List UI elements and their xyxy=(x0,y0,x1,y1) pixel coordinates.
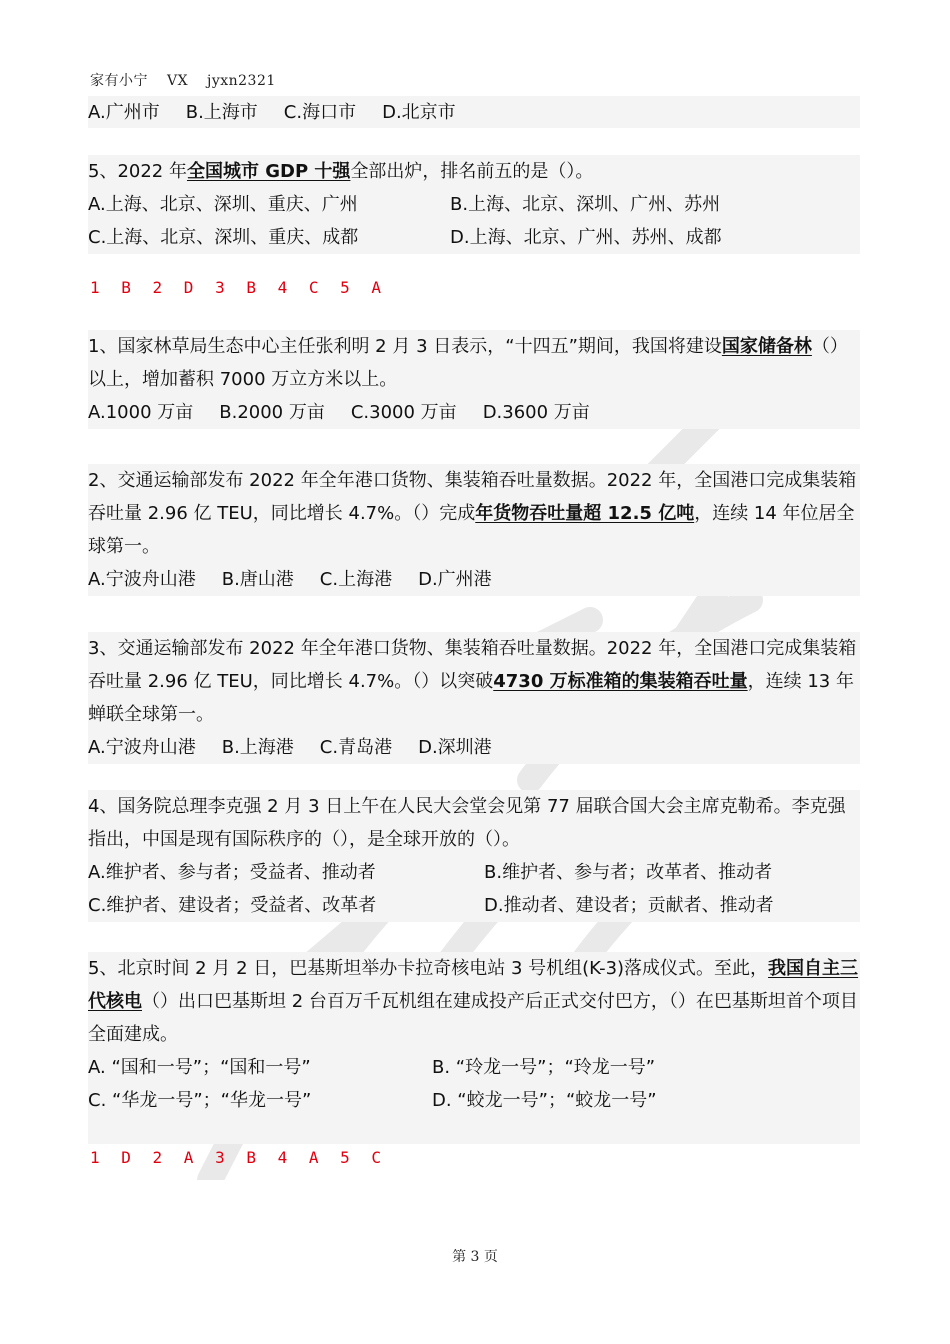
set2-question-1 xyxy=(88,330,860,429)
set2-question-3 xyxy=(88,632,860,764)
option-a: A.广州市 xyxy=(88,102,160,123)
option-d: D.3600 万亩 xyxy=(482,402,590,423)
page-header xyxy=(90,70,290,90)
option-a: A.宁波舟山港 xyxy=(88,737,196,758)
option-a: A. “国和一号”；“国和一号” xyxy=(88,1057,311,1078)
answer-key-2: 1 D 2 A 3 B 4 A 5 C xyxy=(90,1148,388,1167)
option-d: D. “蛟龙一号”；“蛟龙一号” xyxy=(432,1090,657,1111)
option-c: C. “华龙一号”；“华龙一号” xyxy=(88,1090,312,1111)
option-d: D.深圳港 xyxy=(418,737,492,758)
header-id: jyxn2321 xyxy=(206,73,276,89)
question-text: 1、国家林草局生态中心主任张利明 2 月 3 日表示，“十四五”期间，我国将建设国家储备林（）以上，增加蓄积 7000 万立方米以上。 xyxy=(88,336,848,390)
option-b: B. “玲龙一号”；“玲龙一号” xyxy=(432,1057,656,1078)
header-name: 家有小宁 xyxy=(90,73,148,89)
option-b: B.上海、北京、深圳、广州、苏州 xyxy=(450,194,721,215)
option-d: D.上海、北京、广州、苏州、成都 xyxy=(450,227,722,248)
option-a: A.宁波舟山港 xyxy=(88,569,196,590)
option-c: C.3000 万亩 xyxy=(350,402,457,423)
option-d: D.北京市 xyxy=(382,102,456,123)
set2-question-5 xyxy=(88,952,860,1144)
option-b: B.维护者、参与者；改革者、推动者 xyxy=(484,862,773,883)
option-a: A.维护者、参与者；受益者、推动者 xyxy=(88,862,376,883)
set2-question-4 xyxy=(88,790,860,922)
option-a: A.1000 万亩 xyxy=(88,402,194,423)
option-d: D.推动者、建设者；贡献者、推动者 xyxy=(484,895,774,916)
option-a: A.上海、北京、深圳、重庆、广州 xyxy=(88,194,358,215)
option-b: B.上海港 xyxy=(221,737,294,758)
option-c: C.上海港 xyxy=(319,569,393,590)
option-b: B.唐山港 xyxy=(221,569,294,590)
set1-q4-options xyxy=(88,96,860,128)
answer-key-1: 1 B 2 D 3 B 4 C 5 A xyxy=(90,278,388,297)
question-text: 5、2022 年全国城市 GDP 十强全部出炉，排名前五的是（）。 xyxy=(88,161,594,182)
page-number: 第 3 页 xyxy=(452,1249,498,1265)
option-b: B.2000 万亩 xyxy=(219,402,325,423)
option-c: C.青岛港 xyxy=(319,737,393,758)
question-text: 2、交通运输部发布 2022 年全年港口货物、集装箱吞吐量数据。2022 年，全国港口完成集装箱吞吐量 2.96 亿 TEU，同比增长 4.7%。（）完成年货物吞吐量超 12.5 亿吨，连续 14 年位居全球第一。 xyxy=(88,470,857,557)
question-text: 4、国务院总理李克强 2 月 3 日上午在人民大会堂会见第 77 届联合国大会主席克勒希。李克强指出，中国是现有国际秩序的（），是全球开放的（）。 xyxy=(88,796,846,850)
option-c: C.海口市 xyxy=(283,102,357,123)
header-vx: VX xyxy=(166,73,189,89)
option-c: C.上海、北京、深圳、重庆、成都 xyxy=(88,227,359,248)
set1-question-5 xyxy=(88,155,860,254)
question-text: 5、北京时间 2 月 2 日，巴基斯坦举办卡拉奇核电站 3 号机组(K-3)落成仪式。至此，我国自主三代核电（）出口巴基斯坦 2 台百万千瓦机组在建成投产后正式交付巴方，（）在巴基斯坦首个项目全面建成。 xyxy=(88,958,859,1045)
question-text: 3、交通运输部发布 2022 年全年港口货物、集装箱吞吐量数据。2022 年，全国港口完成集装箱吞吐量 2.96 亿 TEU，同比增长 4.7%。（）以突破4730 万标准箱的集装箱吞吐量，连续 13 年蝉联全球第一。 xyxy=(88,638,857,725)
option-b: B.上海市 xyxy=(185,102,258,123)
option-d: D.广州港 xyxy=(418,569,492,590)
option-c: C.维护者、建设者；受益者、改革者 xyxy=(88,895,377,916)
set2-question-2 xyxy=(88,464,860,596)
